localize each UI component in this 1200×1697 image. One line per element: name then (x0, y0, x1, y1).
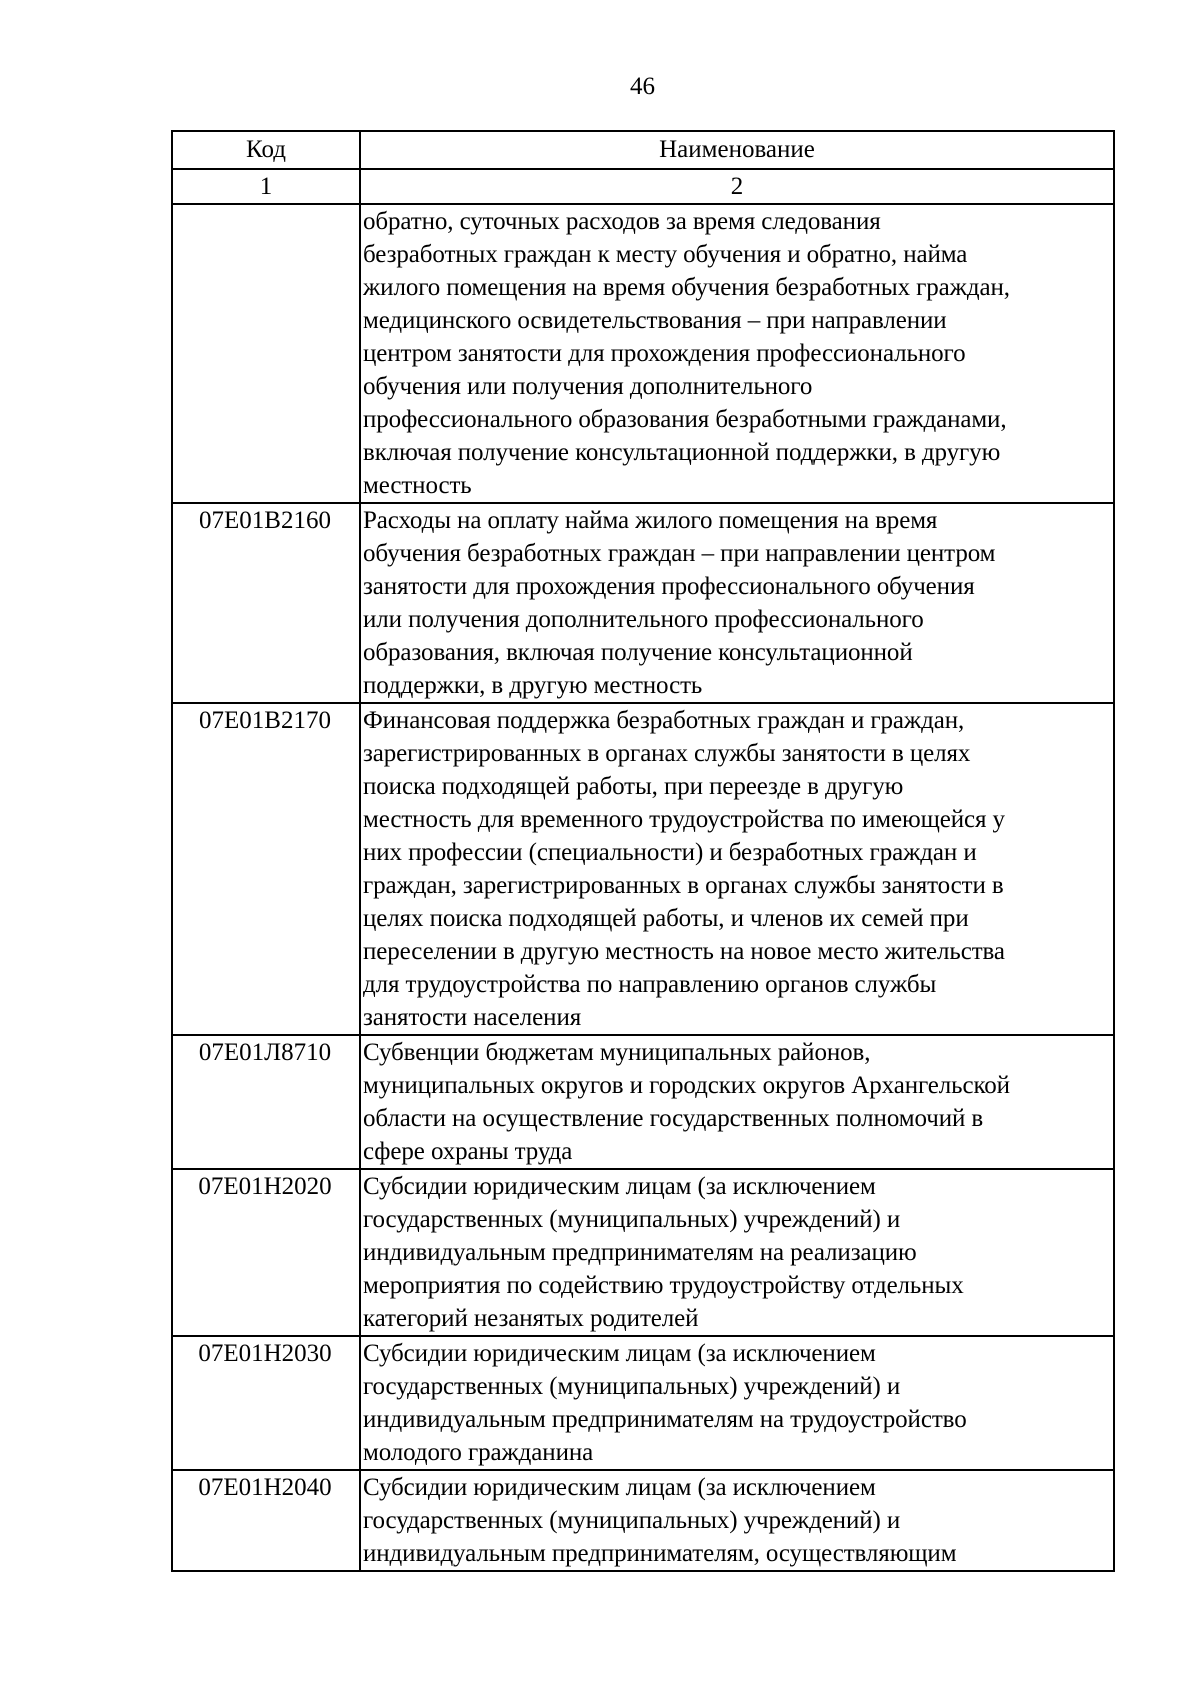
classification-table (171, 130, 1115, 1572)
row-name-line: мероприятия по содействию трудоустройству отдельных (363, 1272, 964, 1299)
row-code (172, 204, 360, 503)
row-name (360, 503, 1114, 703)
row-name (360, 1336, 1114, 1470)
row-name-line: местность для временного трудоустройства по имеющейся у (363, 806, 1005, 833)
header-name: Наименование (360, 131, 1114, 169)
row-name-line: государственных (муниципальных) учреждений) и (363, 1206, 901, 1233)
row-name (360, 1035, 1114, 1169)
row-name-line: муниципальных округов и городских округов Архангельской (363, 1072, 1010, 1099)
table-row (172, 1169, 1114, 1336)
table-row (172, 1336, 1114, 1470)
column-number-row (172, 169, 1114, 204)
row-code: 07Е01Л8710 (172, 1035, 360, 1169)
table-row (172, 503, 1114, 703)
row-code: 07Е01В2170 (172, 703, 360, 1035)
row-name-line: Субсидии юридическим лицам (за исключением (363, 1173, 876, 1200)
row-name-line: Субсидии юридическим лицам (за исключением (363, 1340, 876, 1367)
row-name-line: обучения или получения дополнительного (363, 373, 813, 400)
row-name-line: безработных граждан к месту обучения и обратно, найма (363, 241, 968, 268)
header-code: Код (172, 131, 360, 169)
table-row (172, 1035, 1114, 1169)
row-name-line: профессионального образования безработными гражданами, (363, 406, 1007, 433)
row-name-line: образования, включая получение консультационной (363, 639, 913, 666)
row-name-line: Субсидии юридическим лицам (за исключением (363, 1474, 876, 1501)
column-number-code: 1 (172, 169, 360, 204)
row-name-line: включая получение консультационной поддержки, в другую (363, 439, 1001, 466)
row-name-line: занятости для прохождения профессионального обучения (363, 573, 975, 600)
table-header-row (172, 131, 1114, 169)
row-name-line: индивидуальным предпринимателям на реализацию (363, 1239, 917, 1266)
row-code: 07Е01Н2020 (172, 1169, 360, 1336)
row-name-line: местность (363, 472, 472, 499)
row-name-line: государственных (муниципальных) учреждений) и (363, 1507, 901, 1534)
row-name-line: индивидуальным предпринимателям на трудоустройство (363, 1406, 967, 1433)
row-name-line: или получения дополнительного профессионального (363, 606, 924, 633)
row-name-line: поддержки, в другую местность (363, 672, 703, 699)
page-number: 46 (630, 73, 655, 100)
row-name-line: обратно, суточных расходов за время следования (363, 208, 881, 235)
row-name-line: переселении в другую местность на новое место жительства (363, 938, 1005, 965)
row-name (360, 1169, 1114, 1336)
table-row (172, 204, 1114, 503)
row-name-line: государственных (муниципальных) учреждений) и (363, 1373, 901, 1400)
row-name-line: центром занятости для прохождения профессионального (363, 340, 966, 367)
row-name-line: занятости населения (363, 1004, 582, 1031)
row-name-line: поиска подходящей работы, при переезде в другую (363, 773, 904, 800)
row-code: 07Е01В2160 (172, 503, 360, 703)
row-name-line: граждан, зарегистрированных в органах службы занятости в (363, 872, 1004, 899)
row-name (360, 1470, 1114, 1571)
row-name-line: жилого помещения на время обучения безработных граждан, (363, 274, 1010, 301)
row-code: 07Е01Н2030 (172, 1336, 360, 1470)
row-name-line: целях поиска подходящей работы, и членов их семей при (363, 905, 969, 932)
row-name-line: них профессии (специальности) и безработных граждан и (363, 839, 977, 866)
row-name-line: зарегистрированных в органах службы занятости в целях (363, 740, 971, 767)
table-row (172, 1470, 1114, 1571)
row-name-line: медицинского освидетельствования – при направлении (363, 307, 947, 334)
row-name-line: обучения безработных граждан – при направлении центром (363, 540, 996, 567)
row-name-line: области на осуществление государственных полномочий в (363, 1105, 984, 1132)
row-name (360, 204, 1114, 503)
row-name-line: Финансовая поддержка безработных граждан и граждан, (363, 707, 965, 734)
row-name-line: категорий незанятых родителей (363, 1305, 699, 1332)
row-name-line: индивидуальным предпринимателям, осуществляющим (363, 1540, 957, 1567)
row-name-line: сфере охраны труда (363, 1138, 573, 1165)
column-number-name: 2 (360, 169, 1114, 204)
row-name (360, 703, 1114, 1035)
row-name-line: молодого гражданина (363, 1439, 594, 1466)
row-name-line: для трудоустройства по направлению органов службы (363, 971, 937, 998)
table-row (172, 703, 1114, 1035)
row-name-line: Субвенции бюджетам муниципальных районов, (363, 1039, 871, 1066)
row-code: 07Е01Н2040 (172, 1470, 360, 1571)
row-name-line: Расходы на оплату найма жилого помещения на время (363, 507, 938, 534)
